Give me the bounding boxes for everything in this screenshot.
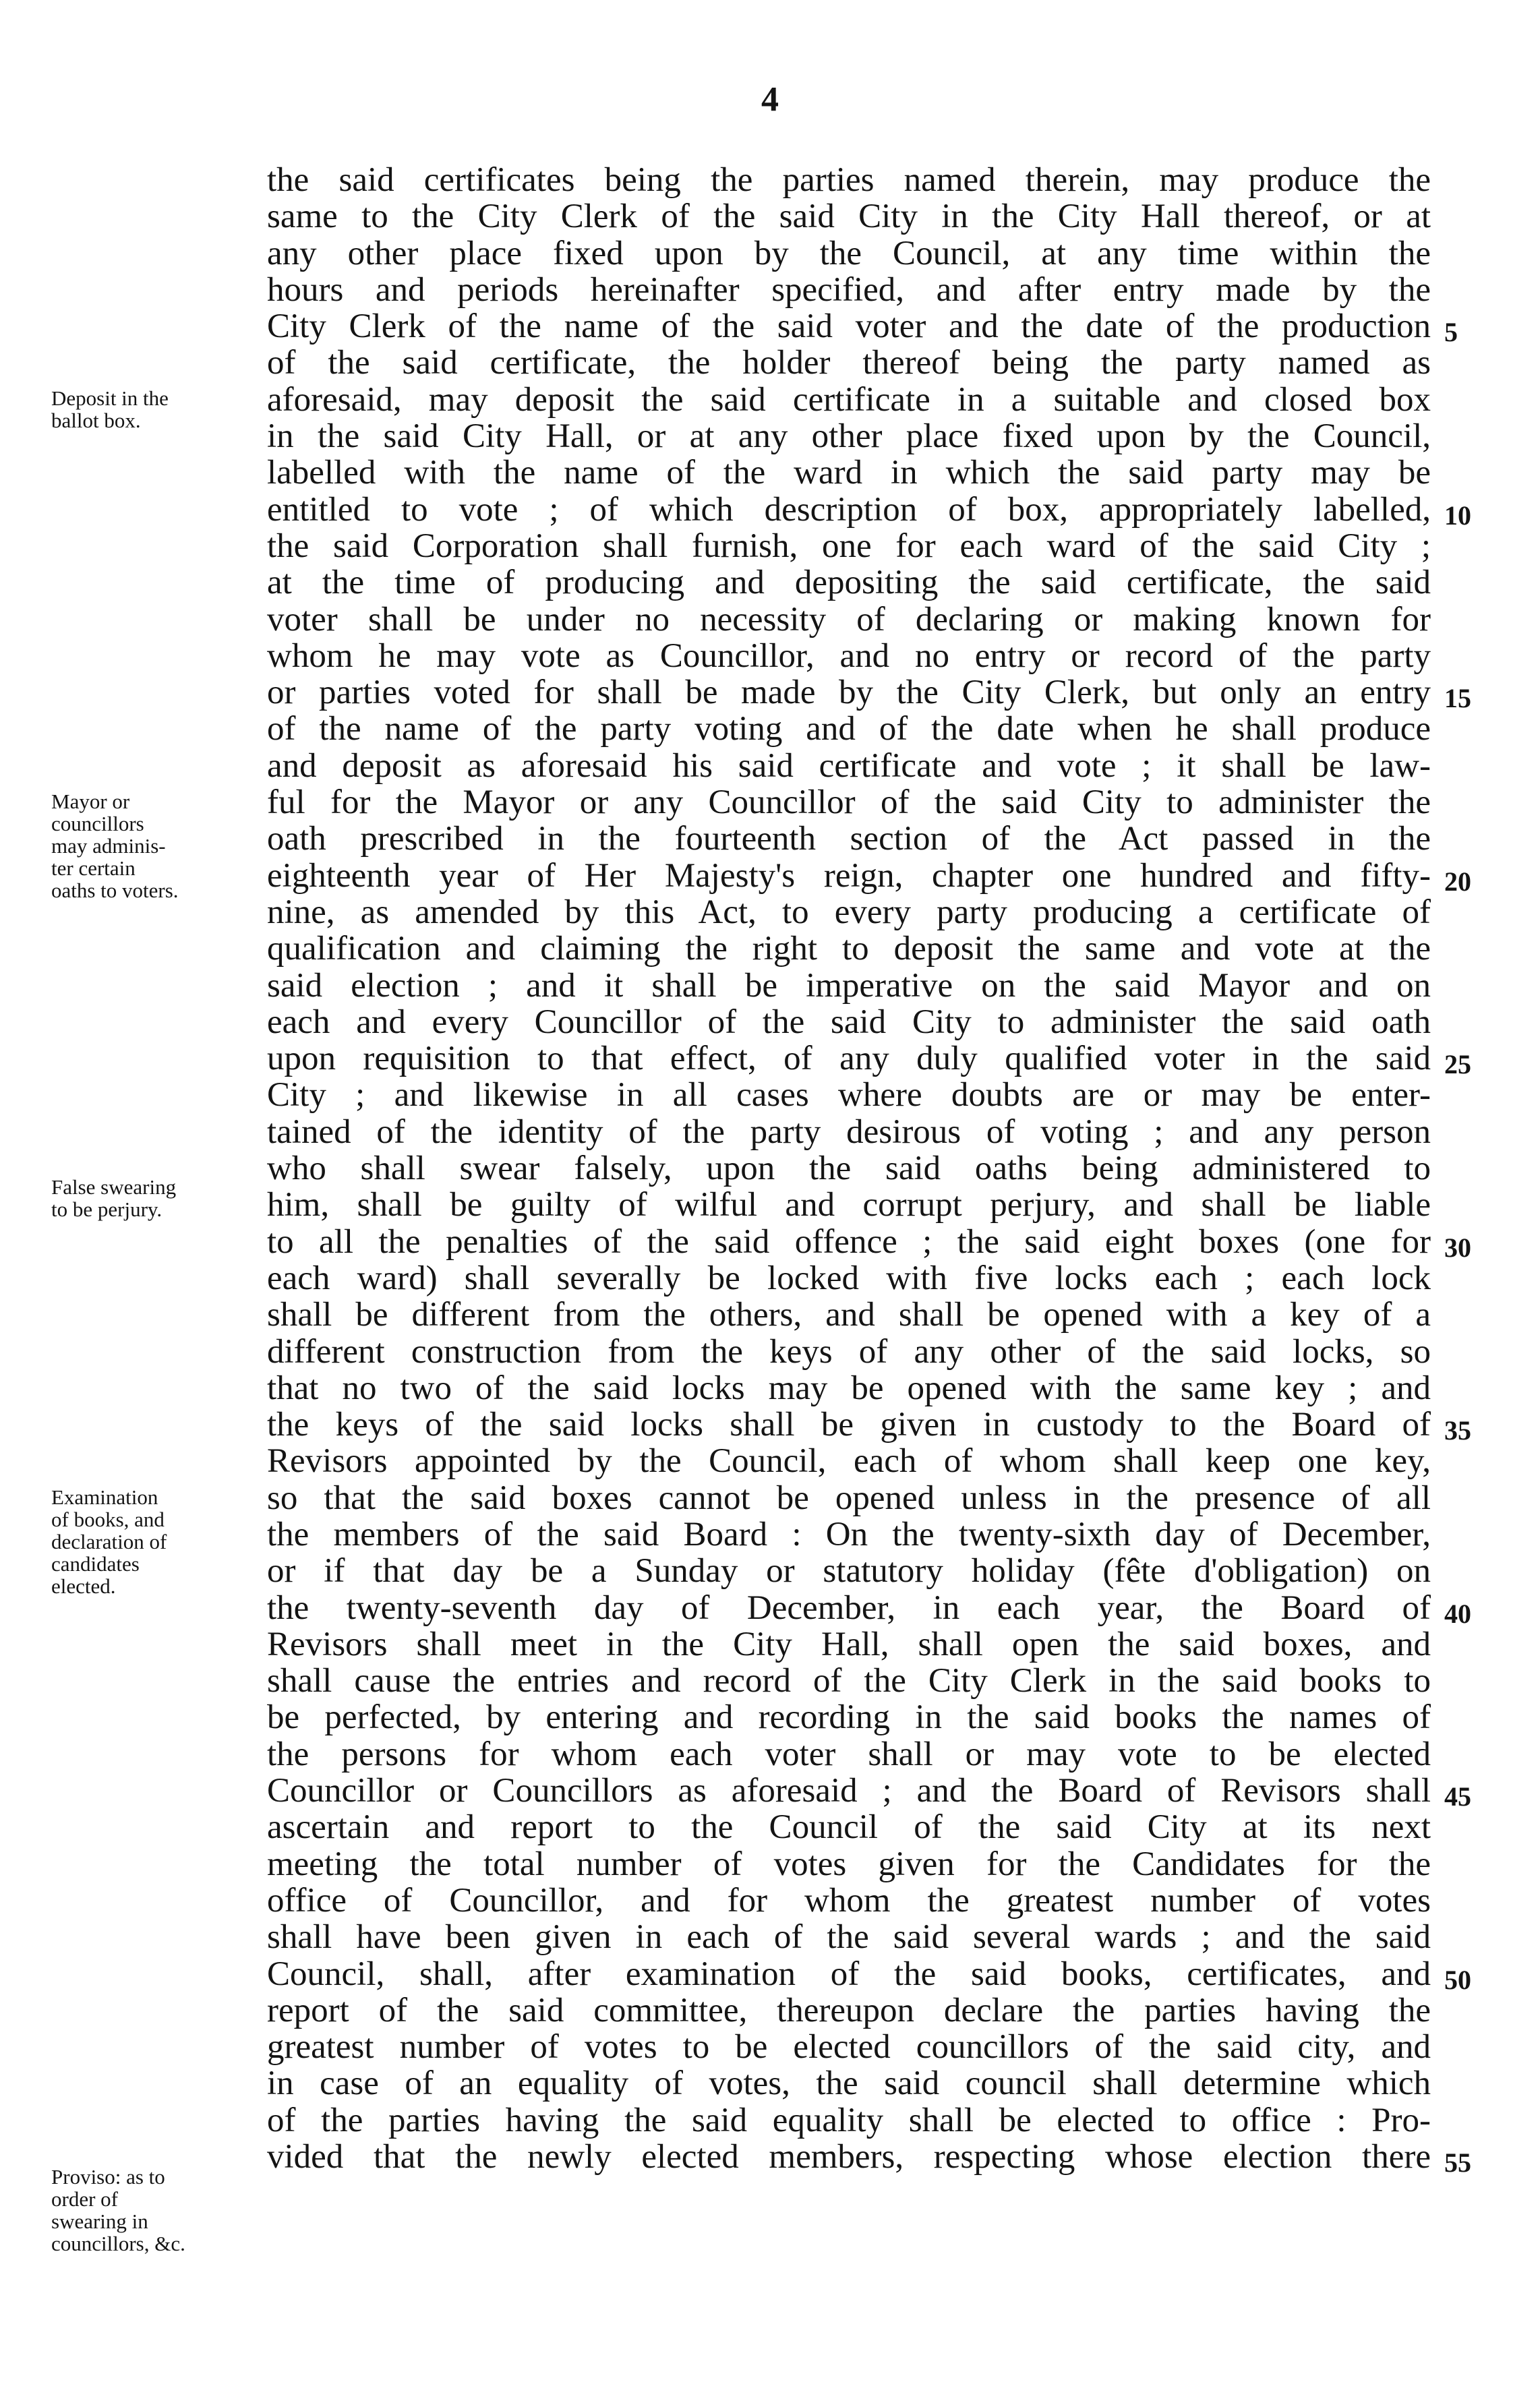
text-line: of the name of the party voting and of the date when he shall produce — [267, 711, 1431, 748]
text-line: City ; and likewise in all cases where doubts are or may be enter- — [267, 1077, 1431, 1114]
text-line: at the time of producing and depositing the said certificate, the said — [267, 564, 1431, 601]
text-line: that no two of the said locks may be opened with the same key ; and — [267, 1369, 1431, 1407]
text-line: tained of the identity of the party desirous of voting ; and any person — [267, 1113, 1431, 1151]
text-line: labelled with the name of the ward in which the said party may be — [267, 454, 1431, 492]
text-line: or parties voted for shall be made by the City Clerk, but only an entry — [267, 674, 1431, 711]
line-number: 25 — [1444, 1049, 1471, 1080]
text-line: Revisors shall meet in the City Hall, shall open the said boxes, and — [267, 1626, 1431, 1663]
text-line: the twenty-seventh day of December, in each year, the Board of — [267, 1589, 1431, 1626]
margin-note-false-swearing — [51, 1176, 264, 1220]
text-line: greatest number of votes to be elected councillors of the said city, and — [267, 2029, 1431, 2066]
page-number: 4 — [761, 80, 779, 119]
margin-note-line: councillors — [51, 812, 144, 835]
margin-note-line: may adminis- — [51, 834, 166, 858]
text-line: to all the penalties of the said offence ; the said eight boxes (one for — [267, 1223, 1431, 1260]
line-number: 40 — [1444, 1598, 1471, 1629]
margin-note-line: ballot box. — [51, 409, 141, 432]
margin-note-line: swearing in — [51, 2209, 148, 2233]
text-line: the persons for whom each voter shall or may vote to be elected — [267, 1735, 1431, 1773]
margin-note-line: Deposit in the — [51, 386, 169, 410]
line-number: 15 — [1444, 683, 1471, 714]
text-line: same to the City Clerk of the said City in the City Hall thereof, or at — [267, 198, 1431, 235]
body-text — [267, 162, 1431, 2175]
margin-note-line: Proviso: as to — [51, 2165, 165, 2189]
line-number: 20 — [1444, 866, 1471, 897]
text-line: upon requisition to that effect, of any duly qualified voter in the said — [267, 1040, 1431, 1077]
text-line: shall cause the entries and record of the City Clerk in the said books to — [267, 1663, 1431, 1700]
text-line: the said certificates being the parties named therein, may produce the — [267, 162, 1431, 199]
text-line: or if that day be a Sunday or statutory holiday (fête d'obligation) on — [267, 1553, 1431, 1590]
margin-note-examination — [51, 1486, 264, 1597]
text-line: vided that the newly elected members, respecting whose election there — [267, 2139, 1431, 2176]
margin-note-line: to be perjury. — [51, 1197, 162, 1221]
text-line: the members of the said Board : On the twenty-sixth day of December, — [267, 1516, 1431, 1553]
line-number: 50 — [1444, 1964, 1471, 1995]
text-line: the said Corporation shall furnish, one for each ward of the said City ; — [267, 527, 1431, 565]
text-line: each and every Councillor of the said City to administer the said oath — [267, 1003, 1431, 1041]
text-line: in the said City Hall, or at any other place fixed upon by the Council, — [267, 418, 1431, 455]
text-line: and deposit as aforesaid his said certificate and vote ; it shall be law- — [267, 747, 1431, 785]
text-line: Revisors appointed by the Council, each of whom shall keep one key, — [267, 1443, 1431, 1480]
text-line: whom he may vote as Councillor, and no entry or record of the party — [267, 637, 1431, 675]
text-line: different construction from the keys of any other of the said locks, so — [267, 1333, 1431, 1370]
text-line: of the parties having the said equality shall be elected to office : Pro- — [267, 2102, 1431, 2139]
text-line: ascertain and report to the Council of the said City at its next — [267, 1809, 1431, 1846]
text-line: meeting the total number of votes given for the Candidates for the — [267, 1845, 1431, 1882]
text-line: Council, shall, after examination of the said books, certificates, and — [267, 1955, 1431, 1992]
margin-note-line: Mayor or — [51, 790, 130, 813]
text-line: eighteenth year of Her Majesty's reign, chapter one hundred and fifty- — [267, 857, 1431, 894]
text-line: in case of an equality of votes, the said council shall determine which — [267, 2065, 1431, 2102]
line-number: 45 — [1444, 1781, 1471, 1812]
margin-note-deposit — [51, 387, 264, 432]
text-line: qualification and claiming the right to deposit the same and vote at the — [267, 930, 1431, 968]
margin-note-line: declaration of — [51, 1530, 167, 1553]
text-line: shall be different from the others, and shall be opened with a key of a — [267, 1297, 1431, 1334]
margin-note-line: candidates — [51, 1552, 140, 1576]
text-line: each ward) shall severally be locked with five locks each ; each lock — [267, 1259, 1431, 1297]
text-line: shall have been given in each of the said several wards ; and the said — [267, 1919, 1431, 1956]
line-number: 35 — [1444, 1415, 1471, 1446]
margin-note-proviso — [51, 2166, 264, 2255]
text-line: ful for the Mayor or any Councillor of the said City to administer the — [267, 784, 1431, 821]
line-number: 10 — [1444, 500, 1471, 531]
text-line: hours and periods hereinafter specified, and after entry made by the — [267, 271, 1431, 309]
margin-note-line: of books, and — [51, 1508, 165, 1531]
text-line: office of Councillor, and for whom the greatest number of votes — [267, 1882, 1431, 1920]
margin-note-line: oaths to voters. — [51, 879, 179, 902]
line-number: 55 — [1444, 2147, 1471, 2178]
text-line: report of the said committee, thereupon declare the parties having the — [267, 1992, 1431, 2029]
text-line: any other place fixed upon by the Council, at any time within the — [267, 235, 1431, 272]
text-line: so that the said boxes cannot be opened unless in the presence of all — [267, 1479, 1431, 1516]
margin-note-line: elected. — [51, 1574, 116, 1598]
text-line: be perfected, by entering and recording in the said books the names of — [267, 1699, 1431, 1736]
margin-note-line: ter certain — [51, 856, 136, 880]
text-line: City Clerk of the name of the said voter and the date of the production — [267, 308, 1431, 345]
text-line: the keys of the said locks shall be given in custody to the Board of — [267, 1406, 1431, 1444]
line-number: 5 — [1444, 317, 1458, 348]
text-line: him, shall be guilty of wilful and corrupt perjury, and shall be liable — [267, 1187, 1431, 1224]
margin-note-mayor — [51, 790, 264, 901]
text-line: entitled to vote ; of which description of box, appropriately labelled, — [267, 491, 1431, 528]
text-line: of the said certificate, the holder thereof being the party named as — [267, 345, 1431, 382]
text-line: aforesaid, may deposit the said certificate in a suitable and closed box — [267, 381, 1431, 419]
text-line: Councillor or Councillors as aforesaid ; and the Board of Revisors shall — [267, 1773, 1431, 1810]
text-line: oath prescribed in the fourteenth section of the Act passed in the — [267, 821, 1431, 858]
margin-note-line: order of — [51, 2187, 118, 2211]
line-number: 30 — [1444, 1232, 1471, 1263]
text-line: said election ; and it shall be imperative on the said Mayor and on — [267, 967, 1431, 1004]
text-line: voter shall be under no necessity of declaring or making known for — [267, 601, 1431, 638]
text-line: nine, as amended by this Act, to every party producing a certificate of — [267, 893, 1431, 931]
margin-note-line: False swearing — [51, 1175, 177, 1199]
text-line: who shall swear falsely, upon the said oaths being administered to — [267, 1150, 1431, 1187]
margin-note-line: councillors, &c. — [51, 2232, 185, 2255]
margin-note-line: Examination — [51, 1485, 158, 1509]
